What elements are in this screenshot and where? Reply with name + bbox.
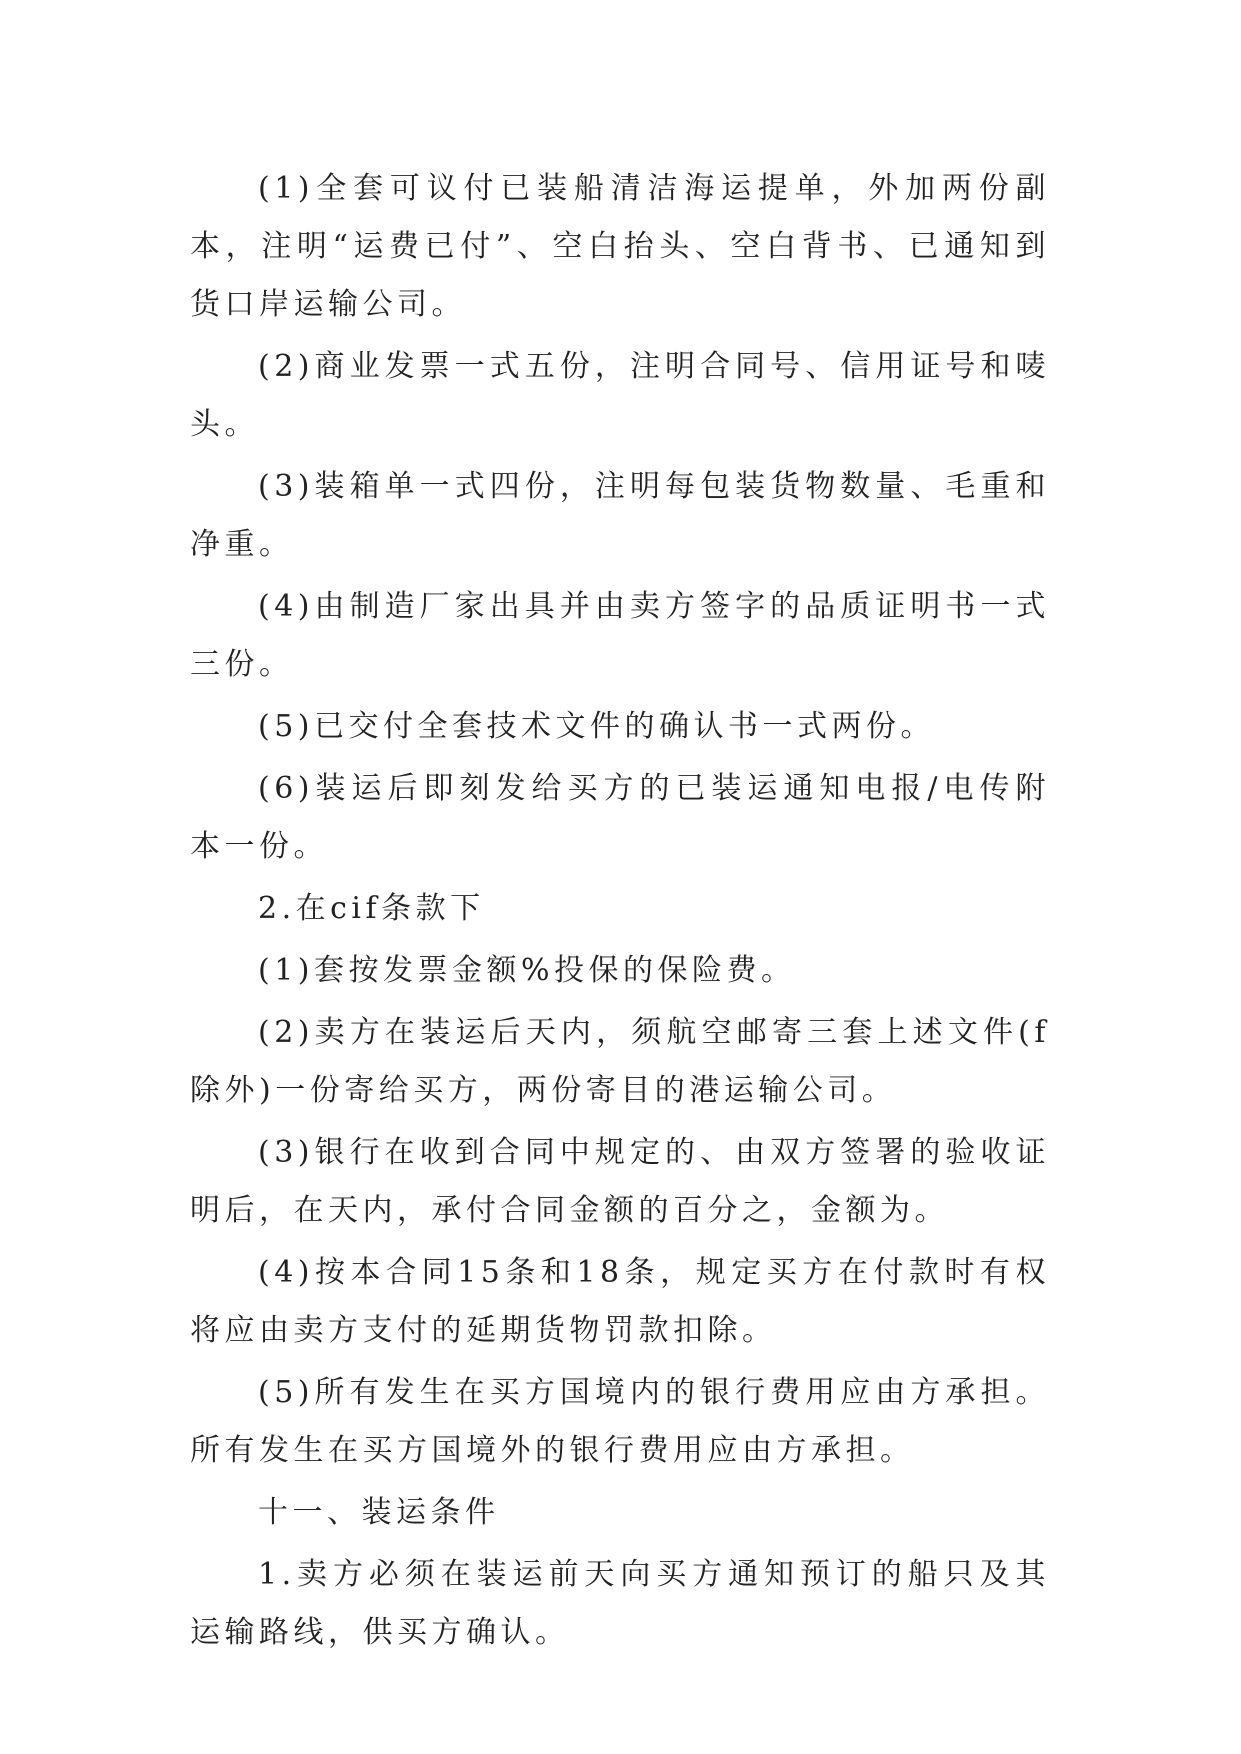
section-heading-shipment: 十一、装运条件 [258, 1495, 500, 1530]
shipment-item-1: 1.卖方必须在装运前天向买方通知预订的船只及其运输路线，供买方确认。 [190, 1557, 1050, 1650]
doc-item-6: (6)装运后即刻发给买方的已装运通知电报/电传附本一份。 [190, 771, 1050, 864]
cif-item-1: (1)套按发票金额%投保的保险费。 [258, 953, 796, 988]
section-heading-cif: 2.在cif条款下 [258, 891, 485, 926]
doc-item-1: (1)全套可议付已装船清洁海运提单，外加两份副本，注明“运费已付”、空白抬头、空白背书、已通知到货口岸运输公司。 [190, 171, 1050, 322]
cif-item-3: (3)银行在收到合同中规定的、由双方签署的验收证明后，在天内，承付合同金额的百分之，金额为。 [190, 1135, 1050, 1228]
cif-item-5: (5)所有发生在买方国境内的银行费用应由方承担。所有发生在买方国境外的银行费用应由方承担。 [190, 1375, 1050, 1468]
doc-item-3: (3)装箱单一式四份，注明每包装货物数量、毛重和净重。 [190, 469, 1050, 562]
cif-item-4: (4)按本合同15条和18条，规定买方在付款时有权将应由卖方支付的延期货物罚款扣除。 [190, 1255, 1050, 1348]
doc-item-5: (5)已交付全套技术文件的确认书一式两份。 [258, 709, 935, 744]
document-page [190, 160, 1050, 1666]
cif-item-2: (2)卖方在装运后天内，须航空邮寄三套上述文件(f除外)一份寄给买方，两份寄目的港运输公司。 [190, 1015, 1050, 1108]
doc-item-4: (4)由制造厂家出具并由卖方签字的品质证明书一式三份。 [190, 589, 1050, 682]
doc-item-2: (2)商业发票一式五份，注明合同号、信用证号和唛头。 [190, 349, 1050, 442]
